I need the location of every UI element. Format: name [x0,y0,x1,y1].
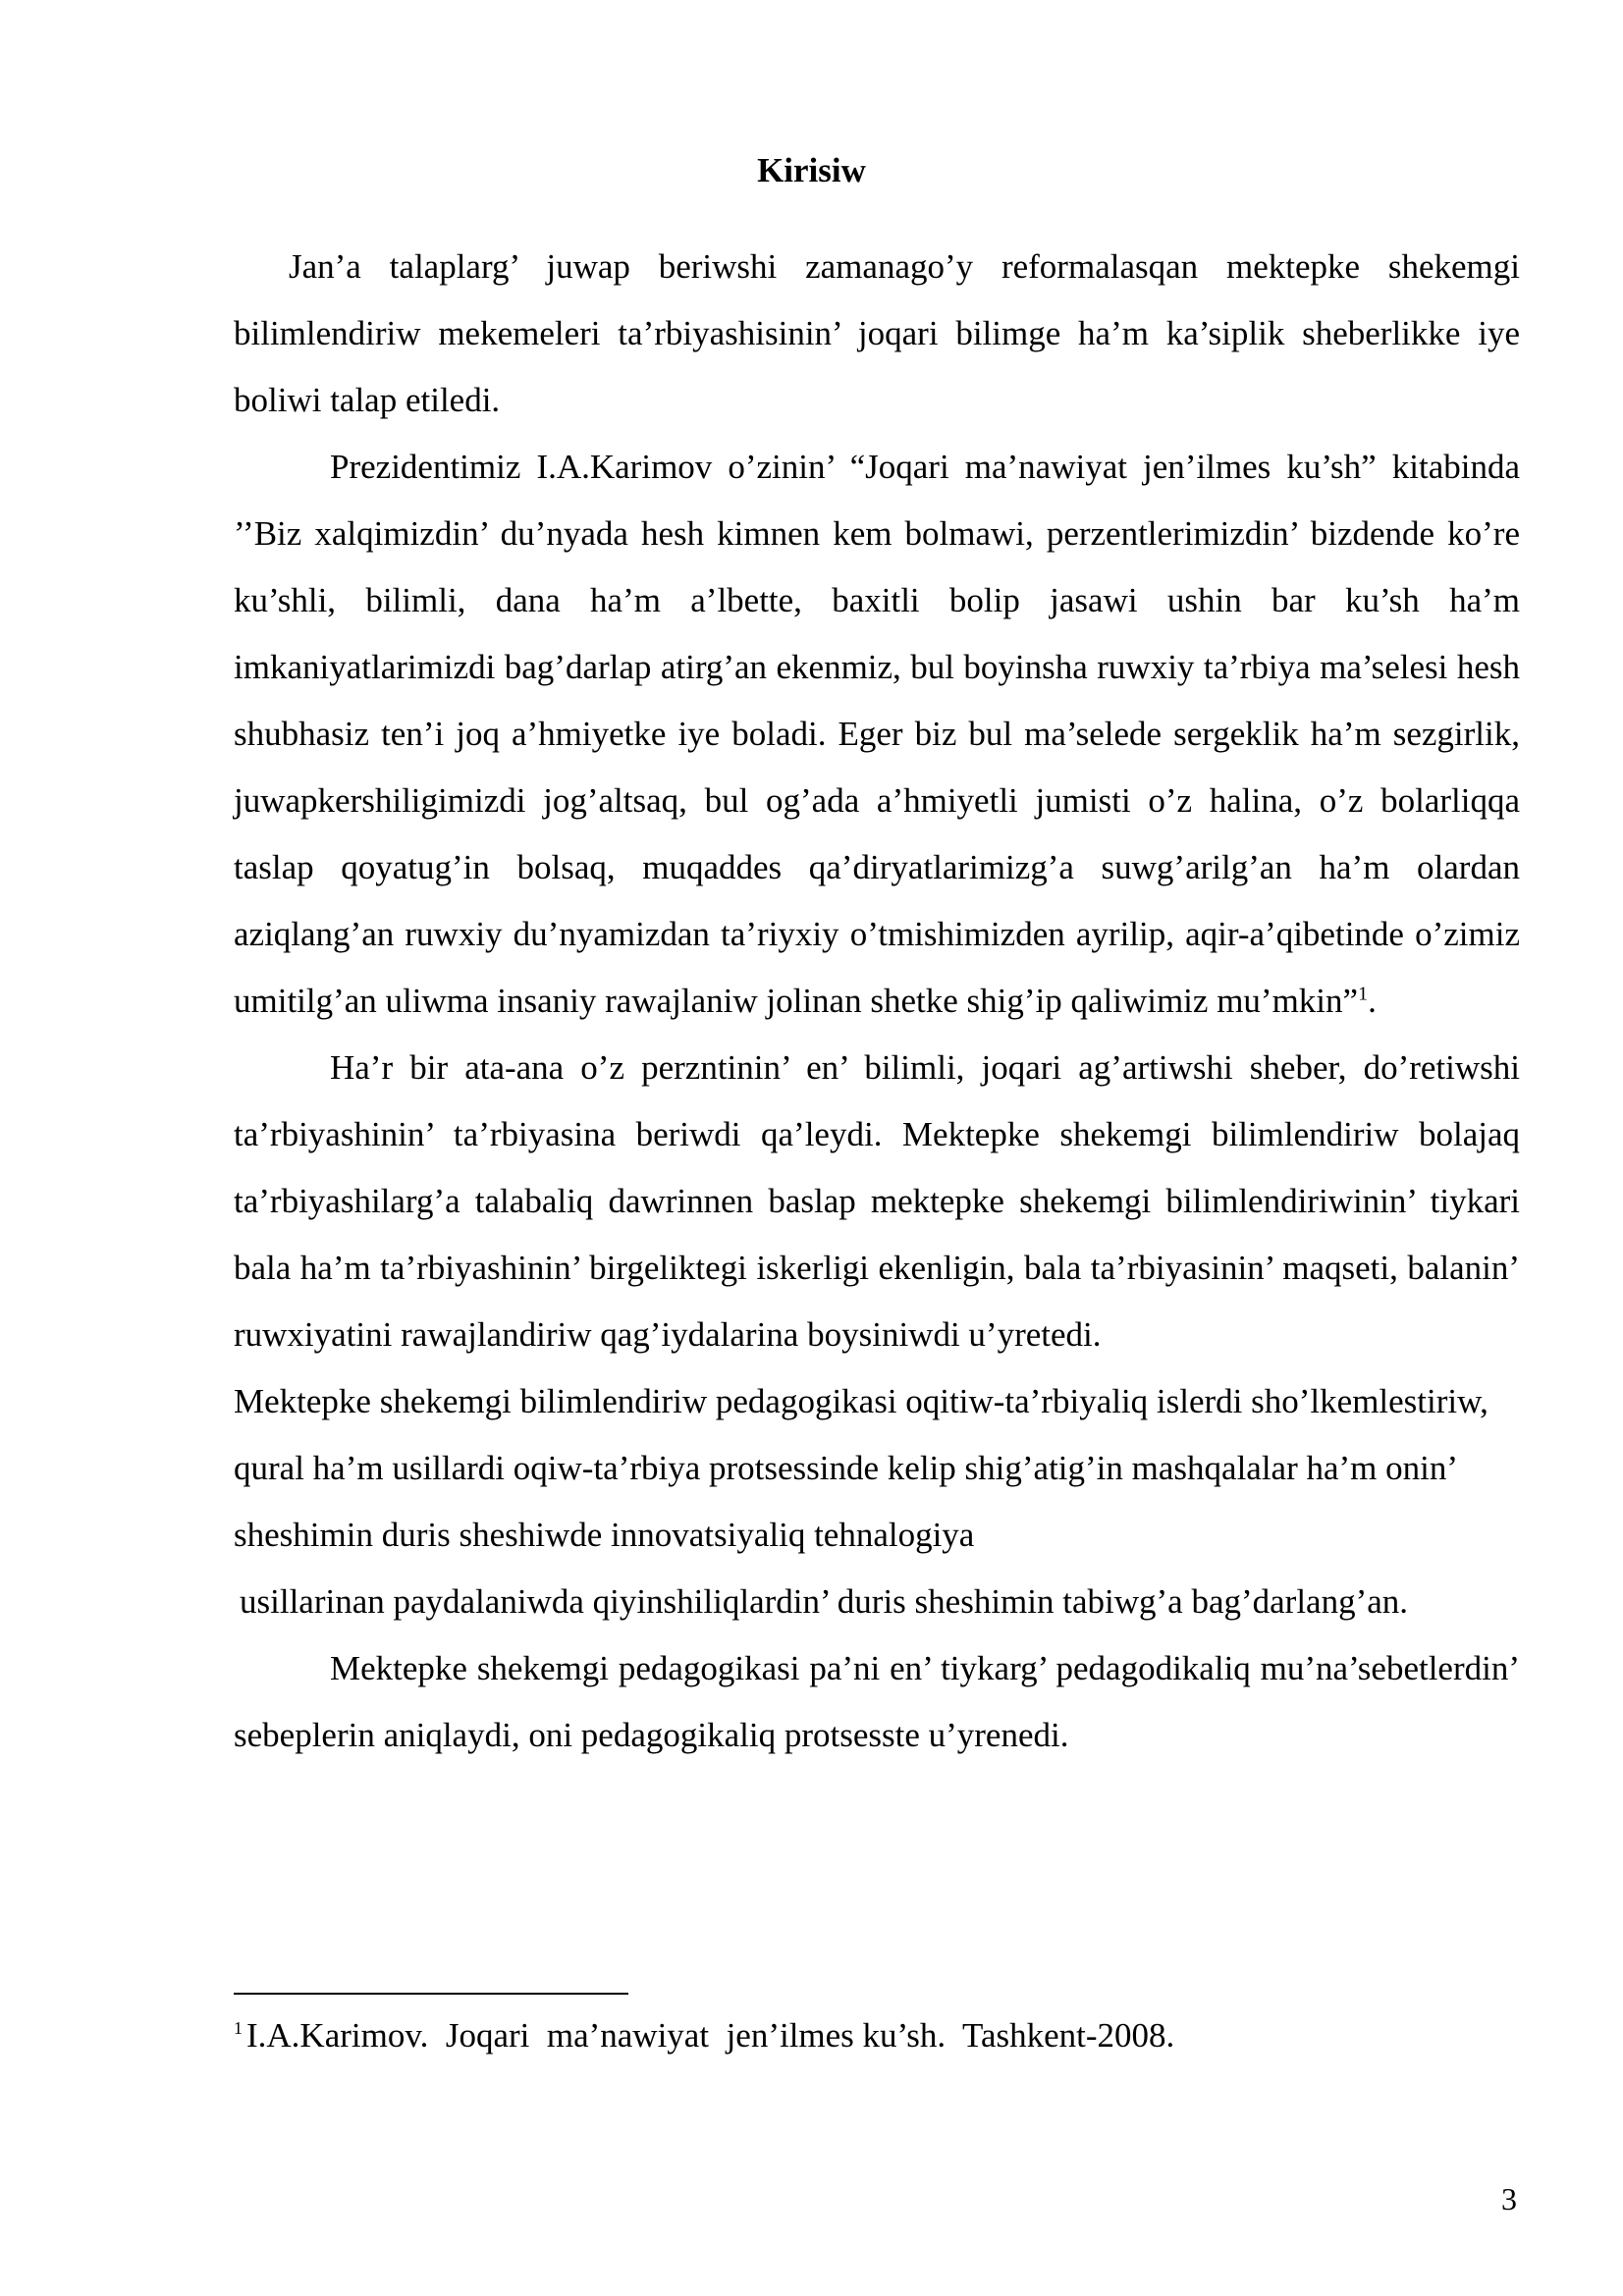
paragraph-2-text: Prezidentimiz I.A.Karimov o’zinin’ “Joqari ma’nawiyat jen’ilmes ku’sh” kitabinda ’’Biz xalqimizdin’ du’nyada hesh kimnen kem bolmawi, perzentlerimizdin’ bizdende ko’re ku’shli, bilimli, dana ha’m a’lbette, baxitli bolip jasawi ushin bar ku’sh ha’m imkaniyatlarimizdi bag’darlap atirg’an ekenmiz, bul boyinsha ruwxiy ta’rbiya ma’selesi hesh shubhasiz ten’i joq a’hmiyetke iye boladi. Eger biz bul ma’selede sergeklik ha’m sezgirlik, juwapkershiligimizdi jog’altsaq, bul og’ada a’hmiyetli jumisti o’z halina, o’z bolarliqqa taslap qoyatug’in bolsaq, muqaddes qa’diryatlarimizg’a suwg’arilg’an ha’m olardan aziqlang’an ruwxiy du’nyamizdan ta’riyxiy o’tmishimizden ayrilip, aqir-a’qibetinde o’zimiz umitilg’an uliwma insaniy rawajlaniw jolinan shetke shig’ip qaliwimiz mu’mkin” [234,448,1520,1020]
page-number: 3 [1501,2181,1517,2216]
paragraph-2-end: . [1368,982,1377,1020]
footnote [234,2008,1520,2063]
paragraph-4: Mektepke shekemgi bilimlendiriw pedagogikasi oqitiw-ta’rbiyaliq islerdi sho’lkemlestiriw, qural ha’m usillardi oqiw-ta’rbiya protsessinde kelip shig’atig’in mashqalalar ha’m onin’ sheshimin duris sheshiwde innovatsiyaliq tehnalogiya [234,1382,1488,1554]
paragraph-2 [234,434,1520,1035]
paragraph-5: usillarinan paydalaniwda qiyinshiliqlardin’ duris sheshimin tabiwg’a bag’darlang’an. [240,1582,1409,1621]
footnote-reference: 1 [1358,983,1369,1005]
page-title: Kirisiw [757,151,866,189]
paragraph-6: Mektepke shekemgi pedagogikasi pa’ni en’ tiykarg’ pedagodikaliq mu’na’sebetlerdin’ sebeplerin aniqlaydi, oni pedagogikaliq protsesste u’yrenedi. [234,1649,1520,1754]
paragraph-1: Jan’a talaplarg’ juwap beriwshi zamanago’y reformalasqan mektepke shekemgi bilimlendiriw mekemeleri ta’rbiyashisinin’ joqari bilimge ha’m ka’siplik sheberlikke iye boliwi talap etiledi. [234,247,1520,419]
footnote-marker: 1 [234,2018,243,2039]
footnote-separator [234,1993,628,1995]
paragraph-3: Ha’r bir ata-ana o’z perzntinin’ en’ bilimli, joqari ag’artiwshi sheber, do’retiwshi ta’rbiyashinin’ ta’rbiyasina beriwdi qa’leydi. Mektepke shekemgi bilimlendiriw bolajaq ta’rbiyashilarg’a talabaliq dawrinnen baslap mektepke shekemgi bilimlendiriwinin’ tiykari bala ha’m ta’rbiyashinin’ birgeliktegi iskerligi ekenligin, bala ta’rbiyasinin’ maqseti, balanin’ ruwxiyatini rawajlandiriw qag’iydalarina boysiniwdi u’yretedi. [234,1048,1520,1354]
footnote-text: I.A.Karimov. Joqari ma’nawiyat jen’ilmes ku’sh. Tashkent-2008. [246,2016,1175,2055]
body-text [234,234,1520,1769]
